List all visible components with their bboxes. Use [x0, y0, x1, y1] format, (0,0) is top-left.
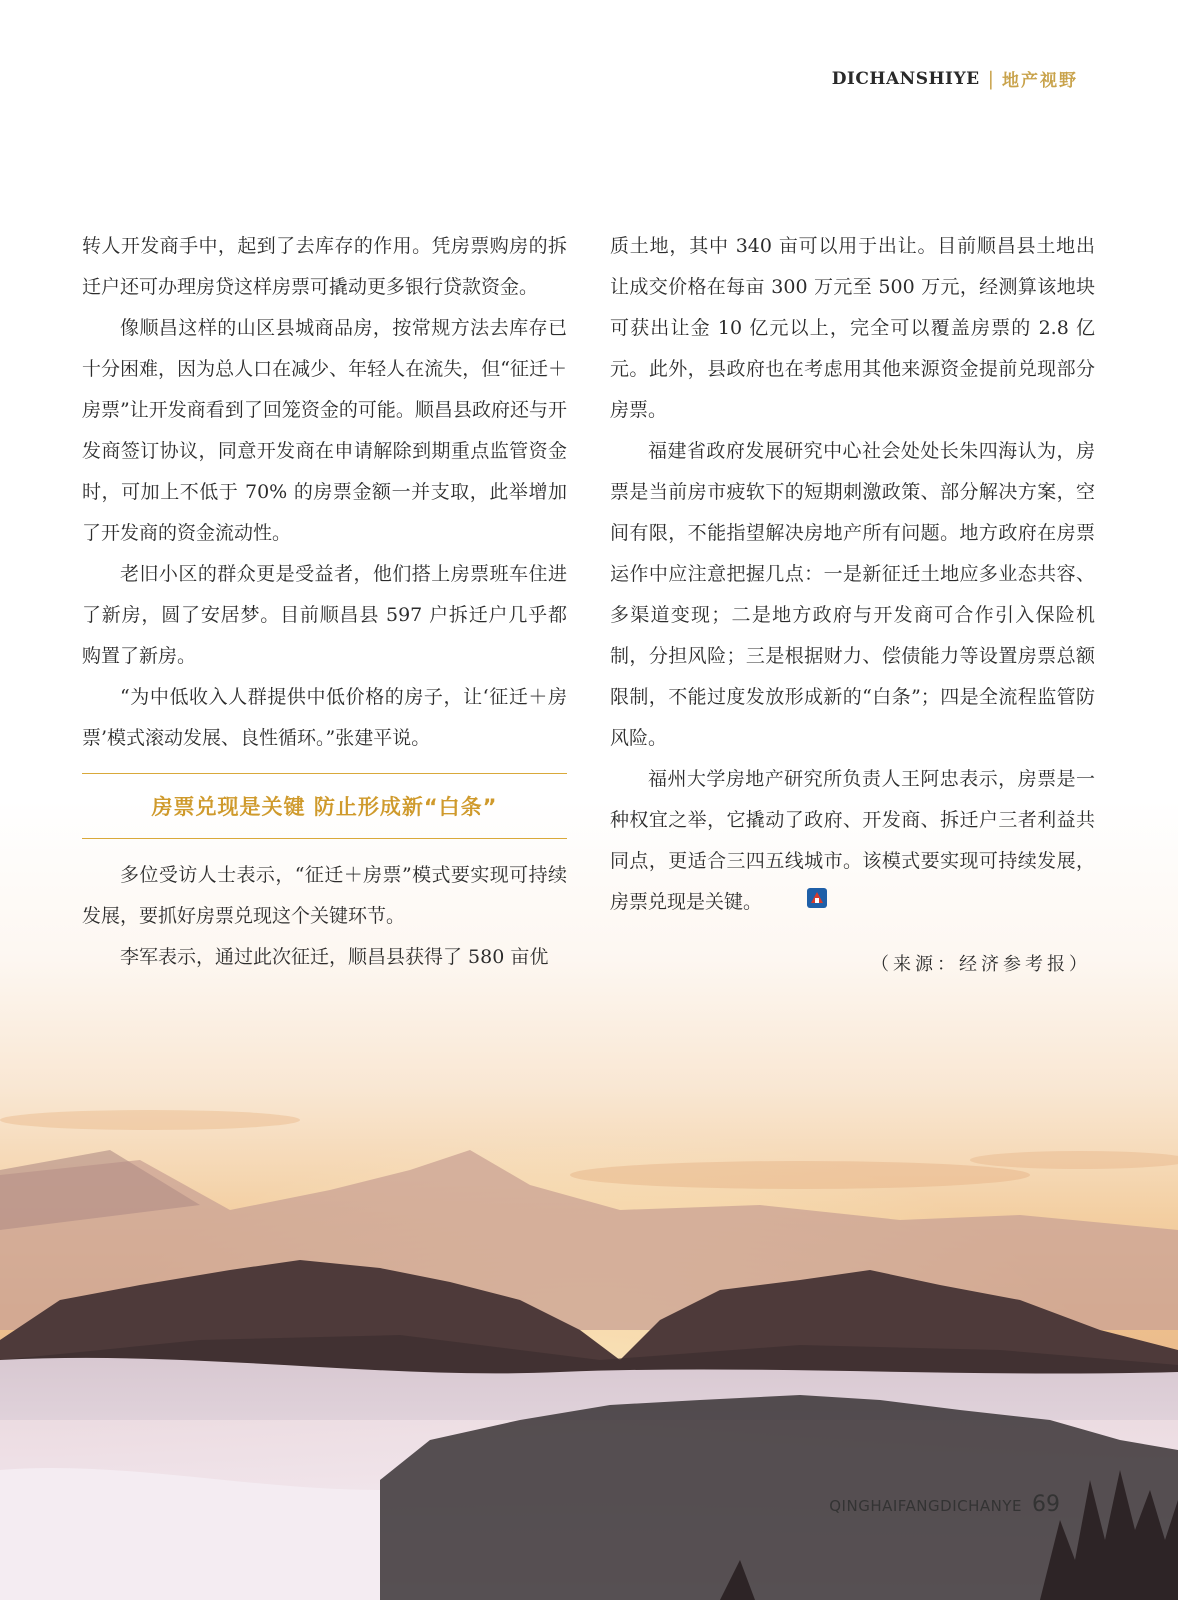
page-footer — [829, 1492, 1060, 1517]
running-header — [832, 66, 1078, 91]
paragraph: 质土地，其中 340 亩可以用于出让。目前顺昌县土地出让成交价格在每亩 300 万元至 500 万元，经测算该地块可获出让金 10 亿元以上，完全可以覆盖房票的 2.8 亿元。此外，县政府也在考虑用其他来源资金提前兑现部分房票。 — [610, 235, 1095, 421]
paragraph: 福建省政府发展研究中心社会处处长朱四海认为，房票是当前房市疲软下的短期刺激政策、部分解决方案，空间有限，不能指望解决房地产所有问题。地方政府在房票运作中应注意把握几点：一是新征迁土地应多业态共容、多渠道变现；二是地方政府与开发商可合作引入保险机制，分担风险；三是根据财力、偿债能力等设置房票总额限制，不能过度发放形成新的“白条”；四是全流程监管防风险。 — [610, 440, 1095, 749]
paragraph: “为中低收入人群提供中低价格的房子，让‘征迁＋房票’模式滚动发展、良性循环。”张建平说。 — [82, 686, 567, 749]
header-divider: | — [987, 67, 994, 90]
end-of-article-icon — [768, 883, 828, 924]
section-title-cn: 地产视野 — [1002, 71, 1078, 91]
paragraph-final — [610, 759, 1095, 924]
section-title-en: DICHANSHIYE — [831, 68, 980, 89]
page-number: 69 — [1032, 1492, 1060, 1517]
paragraph: 像顺昌这样的山区县城商品房，按常规方法去库存已十分困难，因为总人口在减少、年轻人在流失，但“征迁＋房票”让开发商看到了回笼资金的可能。顺昌县政府还与开发商签订协议，同意开发商在申请解除到期重点监管资金时，可加上不低于 70% 的房票金额一并支取，此举增加了开发商的资金流动性。 — [82, 317, 567, 544]
paragraph: 李军表示，通过此次征迁，顺昌县获得了 580 亩优 — [120, 946, 549, 968]
article-source: （来源：经济参考报） — [871, 953, 1091, 975]
right-column — [610, 226, 1095, 976]
paragraph: 老旧小区的群众更是受益者，他们搭上房票班车住进了新房，圆了安居梦。目前顺昌县 597 户拆迁户几乎都购置了新房。 — [82, 563, 567, 667]
paragraph: 多位受访人士表示，“征迁＋房票”模式要实现可持续发展，要抓好房票兑现这个关键环节。 — [82, 864, 567, 927]
left-column — [82, 226, 567, 978]
paragraph-text: 福州大学房地产研究所负责人王阿忠表示，房票是一种权宜之举，它撬动了政府、开发商、拆迁户三者利益共同点，更适合三四五线城市。该模式要实现可持续发展，房票兑现是关键。 — [610, 768, 1095, 913]
magazine-name: QINGHAIFANGDICHANYE — [829, 1497, 1022, 1515]
section-subheading: 房票兑现是关键 防止形成新“白条” — [82, 773, 567, 839]
paragraph: 转人开发商手中，起到了去库存的作用。凭房票购房的拆迁户还可办理房贷这样房票可撬动更多银行贷款资金。 — [82, 235, 567, 298]
